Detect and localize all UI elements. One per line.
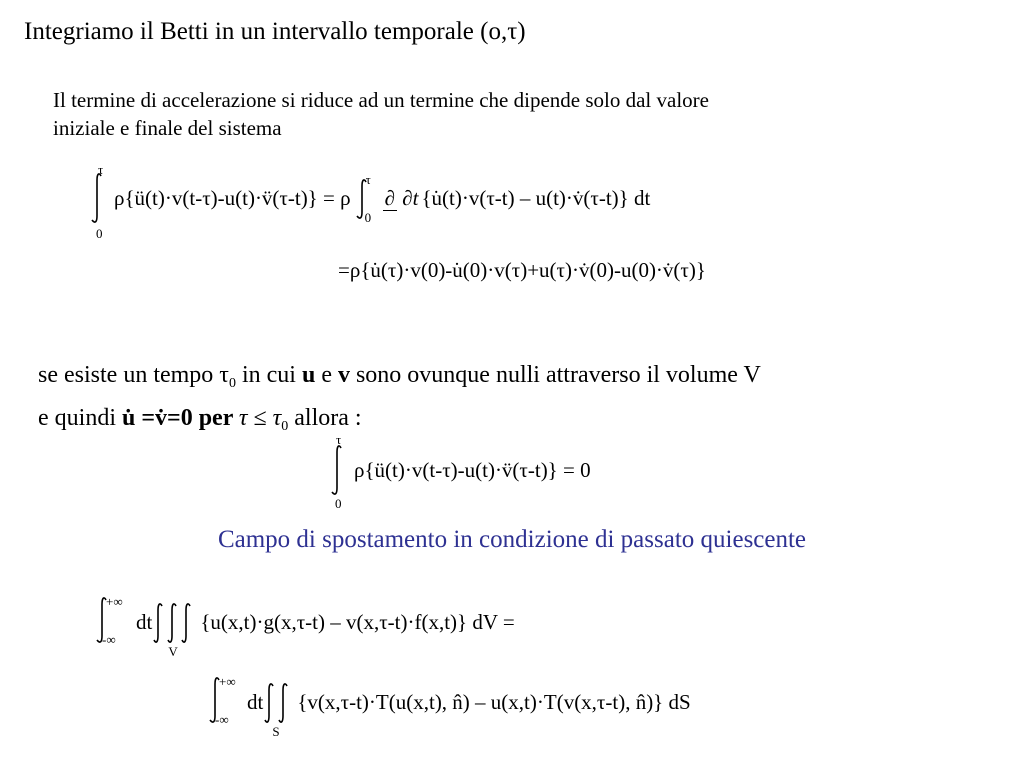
integral-upper-limit: +∞: [219, 674, 236, 689]
condition-text: e quindi: [38, 405, 122, 431]
velocity-condition: u̇ =v̇=0 per: [122, 405, 239, 431]
fraction-denominator: ∂t: [402, 185, 419, 210]
condition-text: allora :: [288, 405, 362, 431]
integral-sign: [92, 592, 123, 652]
integral-lower-limit: -∞: [215, 712, 229, 727]
vector-u: u: [301, 362, 316, 388]
equation-1-rhs: {u̇(t)·v(τ-t) – u(t)·v̇(τ-t)} dt: [421, 185, 651, 210]
equation-1: [88, 162, 651, 241]
time-inequality: τ ≤ τ: [238, 405, 282, 431]
integration-domain-label: S: [272, 724, 280, 739]
equation-5-body: {v(x,τ-t)·T(u(x,t), n̂) – u(x,t)·T(v(x,τ-t), n̂)} dS: [297, 689, 691, 714]
differential-dt: dt: [136, 609, 153, 634]
condition-text: in cui: [235, 362, 302, 388]
condition-text: se esiste un tempo τ: [38, 362, 229, 388]
intro-line-1: Il termine di accelerazione si riduce ad un termine che dipende solo dal valore: [53, 88, 709, 112]
intro-line-2: iniziale e finale del sistema: [53, 116, 282, 140]
integral-sign: [328, 432, 346, 511]
integral-upper-limit: τ: [336, 432, 342, 447]
integral-sign: [88, 162, 106, 241]
condition-text: sono ovunque nulli attraverso il volume V: [349, 362, 761, 388]
subscript: 0: [281, 419, 289, 434]
slide-title: Integriamo il Betti in un intervallo temporale (o,τ): [24, 18, 526, 45]
equation-2-body: =ρ{u̇(τ)·v(0)-u̇(0)·v(τ)+u(τ)·v̇(0)-u(0)·v̇(τ)}: [338, 258, 706, 282]
condition-line-2: [38, 401, 761, 444]
condition-text: e: [315, 362, 338, 388]
equation-2: [338, 258, 706, 283]
subscript: 0: [228, 376, 236, 391]
equation-5: [205, 672, 691, 739]
integral-upper-limit: τ: [98, 162, 104, 177]
integral-sign: [353, 168, 371, 228]
equation-1-lhs: ρ{ü(t)·v(t-τ)-u(t)·v̈(τ-t)} = ρ: [114, 185, 351, 210]
partial-derivative: [383, 186, 419, 211]
equation-4: [92, 592, 515, 659]
fraction-numerator: ∂: [384, 185, 395, 210]
integral-lower-limit: 0: [335, 496, 342, 511]
equation-4-body: {u(x,t)·g(x,τ-t) – v(x,τ-t)·f(x,t)} dV =: [200, 609, 515, 634]
integral-sign: [205, 672, 236, 732]
vector-v: v: [337, 362, 350, 388]
integral-lower-limit: -∞: [102, 632, 116, 647]
equation-3: [328, 432, 591, 511]
differential-dt: dt: [247, 689, 264, 714]
double-integral-sign: [263, 672, 293, 739]
integration-domain-label: V: [168, 644, 178, 659]
equation-3-body: ρ{ü(t)·v(t-τ)-u(t)·v̈(τ-t)} = 0: [354, 457, 591, 482]
integral-lower-limit: 0: [96, 226, 103, 241]
intro-paragraph: [53, 86, 709, 142]
integral-upper-limit: +∞: [106, 594, 123, 609]
triple-integral-sign: [152, 592, 196, 659]
section-subtitle: Campo di spostamento in condizione di passato quiescente: [217, 526, 807, 553]
integral-upper-limit: τ: [365, 172, 371, 187]
integral-lower-limit: 0: [364, 210, 372, 225]
condition-line-1: [38, 358, 761, 401]
condition-paragraph: [38, 358, 761, 444]
